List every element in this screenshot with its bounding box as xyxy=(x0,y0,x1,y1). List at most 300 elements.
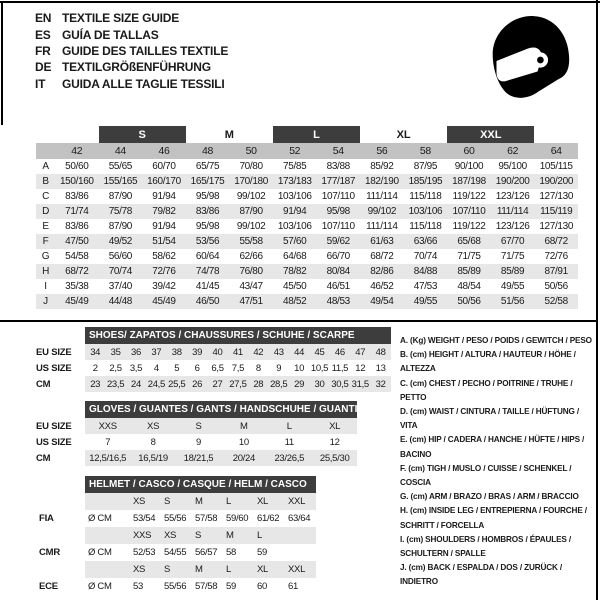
measurement-cell: 66/70 xyxy=(326,251,350,262)
shoes-cell: 45 xyxy=(309,344,329,360)
gloves-row-label: EU SIZE xyxy=(36,418,85,434)
measurement-cell: 107/110 xyxy=(321,191,355,202)
shoes-cell: 39 xyxy=(187,344,207,360)
helmet-cell: XXL xyxy=(285,493,316,510)
helmet-cell xyxy=(285,527,316,544)
measurement-cell: 78/82 xyxy=(273,264,317,279)
shoes-cell: 35 xyxy=(105,344,125,360)
measurement-cell: 74/78 xyxy=(186,264,230,279)
eu-size-cell: 64 xyxy=(534,143,578,159)
measurement-cell: 58/62 xyxy=(152,251,176,262)
measurement-cell: 90/100 xyxy=(454,161,484,172)
measurement-cell: 49/55 xyxy=(404,294,448,309)
helmet-cell: 61/62 xyxy=(257,513,280,524)
measurement-cell: 95/98 xyxy=(195,191,220,202)
measurement-cell: 64/68 xyxy=(283,251,307,262)
measurement-cell: 87/91 xyxy=(534,264,578,279)
measurement-cell: 62/66 xyxy=(239,251,263,262)
row-label: C xyxy=(42,191,49,202)
measurement-cell: 95/98 xyxy=(195,221,220,232)
helmet-values-row xyxy=(36,544,316,561)
language-code: DE xyxy=(35,60,52,75)
gloves-cell: S xyxy=(176,418,221,434)
measurement-cell: 48/53 xyxy=(316,294,360,309)
measurement-cell: 50/56 xyxy=(447,294,491,309)
shoes-row xyxy=(36,376,391,392)
helmet-unit-cell xyxy=(85,561,130,578)
shoes-size-table xyxy=(36,327,391,392)
shoes-cell: 10 xyxy=(294,362,305,374)
measurement-legend xyxy=(400,334,596,590)
gloves-row-label: CM xyxy=(36,450,85,466)
row-label: G xyxy=(41,251,50,262)
shoes-title: SHOES/ ZAPATOS / CHAUSSURES / SCHUHE / SCARPE xyxy=(85,327,391,344)
shoes-cell: 31,5 xyxy=(350,376,370,392)
measurement-cell: 72/76 xyxy=(544,251,568,262)
language-code: IT xyxy=(35,76,46,91)
measurement-cell: 103/106 xyxy=(277,221,312,232)
helmet-cell xyxy=(285,544,316,561)
helmet-standard-label: FIA xyxy=(36,510,85,527)
shoes-cell: 4 xyxy=(153,362,159,374)
helmet-values-row xyxy=(36,578,316,595)
helmet-standard-label xyxy=(36,493,85,510)
measurement-row xyxy=(36,189,578,204)
gloves-cell: L xyxy=(267,418,312,434)
helmet-cell: 52/53 xyxy=(133,547,156,558)
measurement-cell: 190/200 xyxy=(534,174,578,189)
size-group-label: XL xyxy=(396,128,411,141)
row-label: E xyxy=(42,221,49,232)
helmet-cell: 55/56 xyxy=(164,513,187,524)
measurement-row xyxy=(36,249,578,264)
shoes-row-label: CM xyxy=(36,376,85,392)
measurement-cell: 79/82 xyxy=(142,204,186,219)
helmet-cell: 58 xyxy=(226,547,236,558)
helmet-cell: XXS xyxy=(130,527,161,544)
helmet-cell: M xyxy=(192,561,223,578)
measurement-cell: 155/165 xyxy=(99,174,143,189)
helmet-cell: L xyxy=(223,561,254,578)
helmet-cell: XL xyxy=(254,493,285,510)
shoes-cell: 27,5 xyxy=(228,376,248,392)
row-label: H xyxy=(36,264,55,279)
measurement-row xyxy=(36,204,578,219)
measurement-cell: 51/54 xyxy=(142,234,186,249)
measurement-cell: 190/200 xyxy=(491,174,535,189)
row-label: J xyxy=(36,294,55,309)
measurement-cell: 150/160 xyxy=(55,174,99,189)
measurement-cell: 87/90 xyxy=(108,191,132,202)
measurement-cell: 83/88 xyxy=(326,161,350,172)
shoes-cell: 7,5 xyxy=(231,362,245,374)
size-group-label: XXL xyxy=(447,126,534,143)
measurement-cell: 187/198 xyxy=(447,174,491,189)
eu-size-cell: 62 xyxy=(491,143,535,159)
gloves-cell: 16,5/19 xyxy=(130,450,175,466)
gloves-row xyxy=(36,434,357,450)
measurement-cell: 52/58 xyxy=(534,294,578,309)
shoes-cell: 30 xyxy=(309,376,329,392)
gloves-size-table xyxy=(36,401,357,466)
row-label: D xyxy=(36,204,55,219)
shoes-cell: 11,5 xyxy=(331,362,349,374)
helmet-cell: 53/54 xyxy=(133,513,156,524)
measurement-cell: 91/94 xyxy=(152,191,176,202)
shoes-cell: 8 xyxy=(255,362,261,374)
helmet-standard-label xyxy=(36,561,85,578)
helmet-cell: L xyxy=(254,527,285,544)
measurement-cell: 46/51 xyxy=(326,281,350,292)
gloves-cell: 11 xyxy=(284,436,294,448)
language-row xyxy=(35,43,228,59)
helmet-cell: XS xyxy=(161,527,192,544)
language-code: FR xyxy=(35,43,51,58)
shoes-cell: 23,5 xyxy=(105,376,125,392)
measurement-cell: 44/48 xyxy=(99,294,143,309)
measurement-cell: 71/75 xyxy=(500,251,525,262)
measurement-cell: 111/114 xyxy=(366,191,398,202)
gloves-cell: 25,5/30 xyxy=(312,450,357,466)
helmet-standard-label: ECE xyxy=(36,578,85,595)
helmet-cell: 56/57 xyxy=(195,547,218,558)
helmet-cell: XXL xyxy=(285,561,316,578)
measurement-cell: 59/62 xyxy=(316,234,360,249)
legend-item: I. (cm) SHOULDERS / HOMBROS / ÉPAULES / SCHULTERN / SPALLE xyxy=(400,534,571,559)
shoes-cell: 32 xyxy=(370,376,390,392)
measurement-cell: 45/49 xyxy=(142,294,186,309)
measurement-cell: 173/183 xyxy=(273,174,317,189)
row-label: B xyxy=(36,174,55,189)
measurement-row xyxy=(36,264,578,279)
legend-item: A. (Kg) WEIGHT / PESO / POIDS / GEWITCH / PESO xyxy=(400,336,592,345)
measurement-cell: 49/52 xyxy=(99,234,143,249)
shoes-cell: 36 xyxy=(126,344,146,360)
measurement-cell: 41/45 xyxy=(195,281,220,292)
measurement-cell: 63/66 xyxy=(404,234,448,249)
measurement-cell: 37/40 xyxy=(108,281,132,292)
eu-size-cell: 58 xyxy=(404,143,448,159)
measurement-cell: 67/70 xyxy=(491,234,535,249)
eu-size-cell: 60 xyxy=(447,143,491,159)
measurement-cell: 105/115 xyxy=(539,161,573,172)
measurement-cell: 47/51 xyxy=(229,294,273,309)
measurement-cell: 45/50 xyxy=(283,281,307,292)
shoes-cell: 13 xyxy=(375,362,386,374)
shoes-row xyxy=(36,344,391,360)
shoes-cell: 41 xyxy=(228,344,248,360)
eu-size-cell: 50 xyxy=(229,143,273,159)
measurement-cell: 160/170 xyxy=(142,174,186,189)
helmet-sizes-row xyxy=(36,527,316,544)
shoes-cell: 30,5 xyxy=(330,376,350,392)
shoes-cell: 42 xyxy=(248,344,268,360)
measurement-cell: 111/114 xyxy=(366,221,398,232)
helmet-unit-cell: Ø CM xyxy=(88,513,112,524)
measurement-cell: 103/106 xyxy=(277,191,312,202)
legend-item: D. (cm) WAIST / CINTURA / TAILLE / HÜFTUNG / VITA xyxy=(400,407,579,431)
helmet-cell: 59 xyxy=(226,581,236,592)
shoes-cell: 43 xyxy=(269,344,289,360)
shoes-cell: 46 xyxy=(330,344,350,360)
helmet-values-row xyxy=(36,510,316,527)
eu-size-cell: 46 xyxy=(142,143,186,159)
helmet-cell: XS xyxy=(130,561,161,578)
gloves-title: GLOVES / GUANTES / GANTS / HANDSCHUHE / GUANTI xyxy=(85,401,357,418)
section-divider-line xyxy=(0,320,597,322)
helmet-cell: M xyxy=(192,493,223,510)
measurement-cell: 107/110 xyxy=(321,221,355,232)
legend-item: C. (cm) CHEST / PECHO / POITRINE / TRUHE / PETTO xyxy=(400,378,573,402)
top-border-line xyxy=(0,1,600,3)
measurement-cell: 54/58 xyxy=(65,251,89,262)
gloves-cell: 12 xyxy=(329,436,340,448)
legend-item: B. (cm) HEIGHT / ALTURA / HAUTEUR / HÖHE / ALTEZZA xyxy=(400,350,576,374)
shoes-cell: 10,5 xyxy=(310,362,329,374)
measurement-cell: 35/38 xyxy=(65,281,89,292)
shoes-cell: 47 xyxy=(350,344,370,360)
measurement-cell: 65/68 xyxy=(447,234,491,249)
measurement-cell: 71/75 xyxy=(457,251,481,262)
helmet-cell: 61 xyxy=(288,581,298,592)
eu-size-cell: 44 xyxy=(99,143,143,159)
gloves-cell: M xyxy=(221,418,266,434)
shoes-cell: 6,5 xyxy=(211,362,224,374)
measurement-cell: 185/195 xyxy=(404,174,448,189)
left-border-line xyxy=(1,1,3,125)
shoes-header-row xyxy=(36,327,391,344)
shoes-cell: 44 xyxy=(289,344,309,360)
helmet-cell: M xyxy=(223,527,254,544)
measurement-cell: 72/76 xyxy=(142,264,186,279)
shoes-cell: 12 xyxy=(355,362,366,374)
shoes-cell: 9 xyxy=(276,362,282,374)
measurement-cell: 60/70 xyxy=(152,161,176,172)
gloves-cell: XXS xyxy=(85,418,130,434)
row-label: I xyxy=(44,281,47,292)
helmet-cell: 60 xyxy=(257,581,267,592)
measurement-cell: 70/80 xyxy=(239,161,263,172)
row-label: A xyxy=(42,161,49,172)
helmet-cell: 57/58 xyxy=(195,513,218,524)
size-group-header-row xyxy=(36,126,578,143)
measurement-cell: 119/122 xyxy=(452,221,486,232)
language-row xyxy=(35,76,228,92)
language-row xyxy=(35,26,228,42)
measurement-row xyxy=(36,174,578,189)
guide-title: TEXTILE SIZE GUIDE xyxy=(62,11,180,26)
guide-title: GUIDE DES TAILLES TEXTILE xyxy=(62,43,229,58)
measurement-cell: 91/94 xyxy=(273,204,317,219)
helmet-cell: XS xyxy=(130,493,161,510)
measurement-cell: 103/106 xyxy=(404,204,448,219)
gloves-row-label: US SIZE xyxy=(36,434,85,450)
measurement-cell: 53/56 xyxy=(186,234,230,249)
measurement-cell: 123/126 xyxy=(495,191,530,202)
eu-size-cell: 54 xyxy=(316,143,360,159)
measurement-cell: 95/98 xyxy=(316,204,360,219)
gloves-cell: XL xyxy=(312,418,357,434)
helmet-unit-cell: Ø CM xyxy=(88,581,112,592)
measurement-row xyxy=(36,159,578,174)
shoes-row-label: EU SIZE xyxy=(36,344,85,360)
shoes-cell: 25,5 xyxy=(167,376,187,392)
gloves-cell: 20/24 xyxy=(221,450,266,466)
gloves-row xyxy=(36,418,357,434)
measurement-cell: 48/52 xyxy=(273,294,317,309)
eu-size-cell: 56 xyxy=(360,143,404,159)
language-code: EN xyxy=(35,11,52,26)
language-title-list xyxy=(35,10,228,92)
measurement-cell: 47/50 xyxy=(55,234,99,249)
measurement-cell: 87/90 xyxy=(229,204,273,219)
shoes-row-label: US SIZE xyxy=(36,360,85,376)
measurement-cell: 182/190 xyxy=(360,174,404,189)
helmet-standard-label: CMR xyxy=(36,544,85,561)
gloves-cell: 7 xyxy=(105,436,111,448)
helmet-cell: XL xyxy=(254,561,285,578)
measurement-cell: 45/49 xyxy=(55,294,99,309)
shoes-cell: 24 xyxy=(126,376,146,392)
helmet-cell: S xyxy=(161,493,192,510)
measurement-cell: 47/53 xyxy=(413,281,438,292)
measurement-cell: 49/54 xyxy=(360,294,404,309)
measurement-cell: 76/80 xyxy=(229,264,273,279)
shoes-cell: 38 xyxy=(167,344,187,360)
measurement-cell: 119/122 xyxy=(452,191,486,202)
measurement-cell: 49/55 xyxy=(500,281,525,292)
measurement-cell: 71/74 xyxy=(55,204,99,219)
measurement-cell: 83/86 xyxy=(186,204,230,219)
helmet-header-row xyxy=(36,476,316,493)
measurement-cell: 91/94 xyxy=(152,221,176,232)
measurement-cell: 61/63 xyxy=(360,234,404,249)
helmet-sizes-row xyxy=(36,561,316,578)
measurement-cell: 127/130 xyxy=(539,221,574,232)
helmet-sizes-row xyxy=(36,493,316,510)
helmet-cell: 57/58 xyxy=(195,581,218,592)
measurement-cell: 75/85 xyxy=(283,161,307,172)
measurement-cell: 115/118 xyxy=(409,191,442,202)
measurement-cell: 99/102 xyxy=(236,221,266,232)
gloves-cell: 10 xyxy=(238,436,249,448)
helmet-cell: 53 xyxy=(133,581,143,592)
apparel-size-table xyxy=(36,126,578,309)
legend-item: J. (cm) BACK / ESPALDA / DOS / ZURÜCK / INDIETRO xyxy=(400,563,563,587)
measurement-row xyxy=(36,279,578,294)
eu-size-cell: 42 xyxy=(55,143,99,159)
helmet-unit-cell: Ø CM xyxy=(88,547,112,558)
language-code: ES xyxy=(35,27,51,42)
measurement-cell: 87/90 xyxy=(108,221,132,232)
measurement-cell: 39/42 xyxy=(152,281,176,292)
eu-size-cell: 48 xyxy=(186,143,230,159)
measurement-cell: 170/180 xyxy=(229,174,273,189)
measurement-row xyxy=(36,234,578,249)
measurement-cell: 68/72 xyxy=(55,264,99,279)
gloves-cell: XS xyxy=(130,418,175,434)
measurement-cell: 82/86 xyxy=(360,264,404,279)
helmet-cell: S xyxy=(161,561,192,578)
helmet-cell: L xyxy=(223,493,254,510)
measurement-cell: 55/58 xyxy=(229,234,273,249)
shoes-cell: 24,5 xyxy=(146,376,166,392)
shoes-cell: 48 xyxy=(370,344,390,360)
measurement-cell: 48/54 xyxy=(457,281,481,292)
measurement-cell: 68/72 xyxy=(370,251,394,262)
gloves-header-row xyxy=(36,401,357,418)
gloves-cell: 18/21,5 xyxy=(176,450,221,466)
shoes-cell: 26 xyxy=(187,376,207,392)
language-row xyxy=(35,59,228,75)
helmet-cell: 54/55 xyxy=(164,547,187,558)
measurement-cell: 111/114 xyxy=(491,204,535,219)
measurement-cell: 83/86 xyxy=(65,221,89,232)
shoes-cell: 3,5 xyxy=(129,362,143,374)
measurement-cell: 46/52 xyxy=(370,281,394,292)
measurement-cell: 84/88 xyxy=(404,264,448,279)
language-row xyxy=(35,10,228,26)
measurement-cell: 68/72 xyxy=(534,234,578,249)
shoes-cell: 27 xyxy=(207,376,227,392)
legend-item: F. (cm) TIGH / MUSLO / CUISSE / SCHENKEL / COSCIA xyxy=(400,463,572,488)
measurement-cell: 99/102 xyxy=(360,204,404,219)
measurement-cell: 115/119 xyxy=(534,204,578,219)
helmet-unit-cell xyxy=(85,527,130,544)
helmet-cell: 59 xyxy=(257,547,267,558)
measurement-cell: 70/74 xyxy=(99,264,143,279)
measurement-cell: 60/64 xyxy=(195,251,220,262)
measurement-cell: 65/75 xyxy=(195,161,220,172)
gloves-row xyxy=(36,450,357,466)
measurement-cell: 51/56 xyxy=(491,294,535,309)
shoes-cell: 2,5 xyxy=(109,362,122,374)
measurement-cell: 55/65 xyxy=(108,161,132,172)
helmet-cell: S xyxy=(192,527,223,544)
legend-item: G. (cm) ARM / BRAZO / BRAS / ARM / BRACCIO xyxy=(400,492,579,502)
gloves-cell: 23/26,5 xyxy=(267,450,312,466)
row-label: F xyxy=(36,234,55,249)
measurement-cell: 43/47 xyxy=(239,281,263,292)
measurement-cell: 57/60 xyxy=(273,234,317,249)
measurement-cell: 107/110 xyxy=(447,204,491,219)
shoes-row xyxy=(36,360,391,376)
guide-title: TEXTILGRÖßENFÜHRUNG xyxy=(62,60,211,75)
shoes-cell: 2 xyxy=(92,362,98,374)
measurement-cell: 165/175 xyxy=(186,174,230,189)
helmet-cell: 63/64 xyxy=(288,513,311,524)
measurement-cell: 85/89 xyxy=(447,264,491,279)
measurement-cell: 127/130 xyxy=(539,191,574,202)
size-group-label: M xyxy=(224,128,234,141)
helmet-title: HELMET / CASCO / CASQUE / HELM / CASCO xyxy=(85,476,316,493)
measurement-cell: 70/74 xyxy=(413,251,438,262)
gloves-cell: 8 xyxy=(150,436,156,448)
measurement-cell: 115/118 xyxy=(409,221,442,232)
shoes-cell: 5 xyxy=(174,362,180,374)
guide-title: GUÍA DE TALLAS xyxy=(62,27,159,42)
measurement-cell: 56/60 xyxy=(108,251,132,262)
shoes-cell: 29 xyxy=(289,376,309,392)
measurement-cell: 123/126 xyxy=(495,221,530,232)
shoes-cell: 40 xyxy=(207,344,227,360)
measurement-cell: 46/50 xyxy=(186,294,230,309)
right-border-line xyxy=(596,0,598,600)
helmet-unit-cell xyxy=(85,493,130,510)
guide-title: GUIDA ALLE TAGLIE TESSILI xyxy=(62,76,225,91)
measurement-cell: 83/86 xyxy=(65,191,89,202)
gloves-cell: 9 xyxy=(195,436,201,448)
